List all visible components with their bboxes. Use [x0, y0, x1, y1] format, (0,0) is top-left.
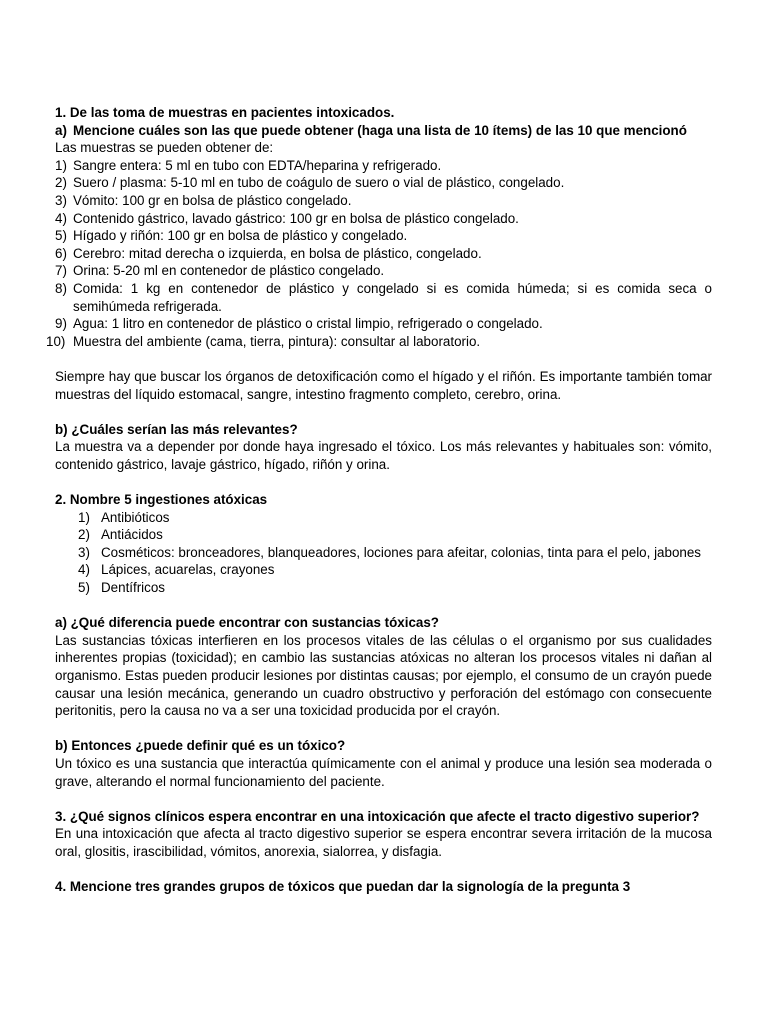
q2-a-title: a) ¿Qué diferencia puede encontrar con sustancias tóxicas? [55, 615, 439, 631]
document-content [46, 104, 712, 896]
q1-note: Siempre hay que buscar los órganos de detoxificación como el hígado y el riñón. Es importante también tomar muestras del líquido estomacal, sangre, intestino fragmento completo, cerebro, orina. [55, 368, 712, 402]
list-item: 4) Lápices, acuarelas, crayones [78, 562, 275, 578]
q2-title: 2. Nombre 5 ingestiones atóxicas [55, 492, 268, 508]
list-item: 6) Cerebro: mitad derecha o izquierda, en bolsa de plástico, congelado. [55, 245, 482, 261]
list-item: 3) Cosméticos: bronceadores, blanqueadores, lociones para afeitar, colonias, tinta para el pelo, jabones [78, 544, 701, 560]
q1-title: 1. De las toma de muestras en pacientes intoxicados. [55, 105, 395, 120]
q2-b-text: Un tóxico es una sustancia que interactúa químicamente con el animal y produce una lesión sea moderada o grave, alterando el normal funcionamiento del paciente. [55, 755, 712, 789]
list-item: 10) Muestra del ambiente (cama, tierra, pintura): consultar al laboratorio. [46, 333, 481, 349]
list-item: 5) Dentífricos [78, 580, 165, 596]
list-item: 3) Vómito: 100 gr en bolsa de plástico congelado. [55, 192, 352, 208]
list-item: 7) Orina: 5-20 ml en contenedor de plástico congelado. [55, 263, 385, 279]
q3-text: En una intoxicación que afecta al tracto digestivo superior se espera encontrar severa irritación de la mucosa oral, glositis, irascibilidad, vómitos, anorexia, sialorrea, y disfagia. [55, 826, 712, 859]
q1-a-question [55, 122, 712, 140]
q1-intro: Las muestras se pueden obtener de: [55, 140, 274, 156]
list-item: 4) Contenido gástrico, lavado gástrico: 100 gr en bolsa de plástico congelado. [55, 210, 519, 226]
list-item: 1) Sangre entera: 5 ml en tubo con EDTA/heparina y refrigerado. [55, 157, 442, 173]
q2-b-title: b) Entonces ¿puede definir qué es un tóxico? [55, 738, 346, 754]
q1-b-text: La muestra va a depender por donde haya ingresado el tóxico. Los más relevantes y habituales son: vómito, contenido gástrico, lavaje gástrico, hígado, riñón y orina. [55, 439, 712, 472]
list-item: 2) Antiácidos [78, 527, 163, 543]
list-item: 8) Comida: 1 kg en contenedor de plástico y congelado si es comida húmeda; si es comida seca o semihúmeda refrigerada. [55, 280, 712, 314]
list-item: 9) Agua: 1 litro en contenedor de plástico o cristal limpio, refrigerado o congelado. [55, 316, 543, 332]
list-item: 1) Antibióticos [78, 509, 170, 525]
q1-b-title: b) ¿Cuáles serían las más relevantes? [55, 421, 298, 437]
q2-a-text: Las sustancias tóxicas interfieren en los procesos vitales de las células o el organismo por sus cualidades inherentes propias (toxicidad); en cambio las sustancias atóxicas no alteran los procesos vitales ni dañan al organismo. Estas pueden producir lesiones por distintas causas; por ejemplo, el consumo de un crayón puede causar una lesión mecánica, generando un cuadro obstructivo y perforación del estómago con consecuente peritonitis, pero la causa no va a ser una toxicidad producida por el crayón. [55, 632, 712, 719]
list-item: 2) Suero / plasma: 5-10 ml en tubo de coágulo de suero o vial de plástico, congelado. [55, 175, 565, 191]
q1-a-text: Mencione cuáles son las que puede obtener (haga una lista de 10 ítems) de las 10 que mencionó [73, 122, 687, 138]
q3-title: 3. ¿Qué signos clínicos espera encontrar en una intoxicación que afecte el tracto digestivo superior? [55, 808, 700, 824]
q1-a-marker: a) [55, 122, 67, 138]
list-item: 5) Hígado y riñón: 100 gr en bolsa de plástico y congelado. [55, 228, 408, 244]
q4-title: 4. Mencione tres grandes grupos de tóxicos que puedan dar la signología de la pregunta 3 [55, 879, 631, 895]
